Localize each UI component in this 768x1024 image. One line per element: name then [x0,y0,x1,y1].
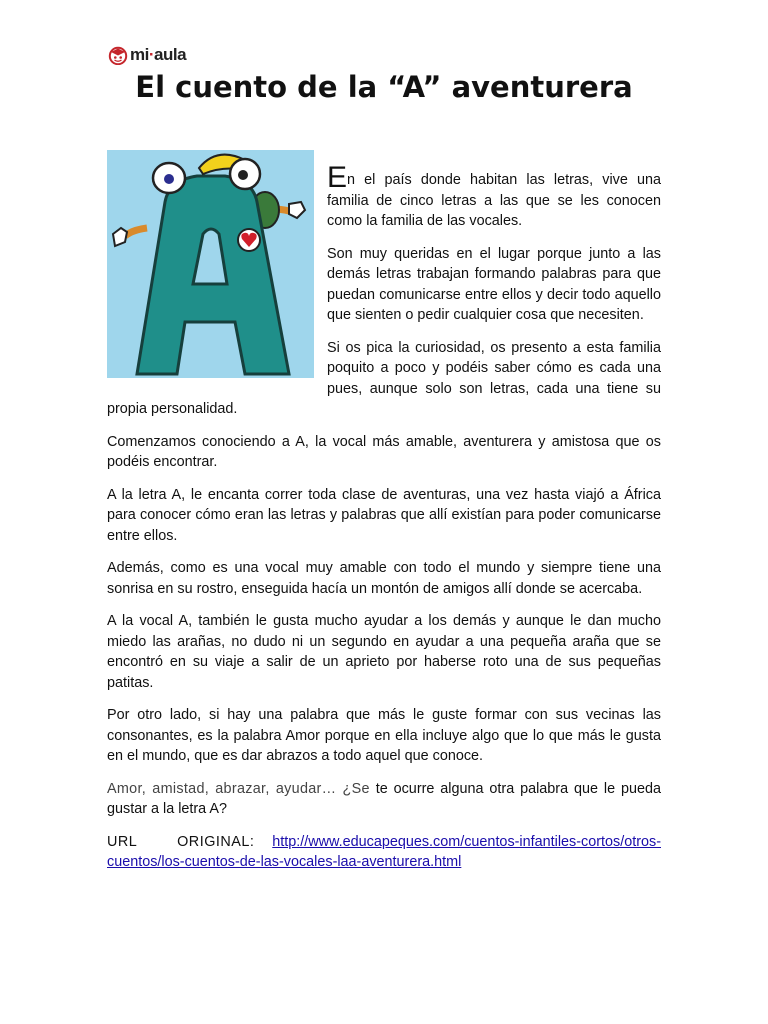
url-label: URL ORIGINAL: [107,833,255,850]
logo [108,44,186,66]
paragraph-7: A la vocal A, también le gusta mucho ayudar a los demás y aunque le dan mucho miedo las arañas, no dudo ni un segundo en ayudar a una pequeña araña que se encontró en su viaje a salir de un aprieto por haberse roto una de sus pequeñas patitas. [107,613,661,691]
paragraph-6: Además, como es una vocal muy amable con todo el mundo y siempre tiene una sonrisa en su rostro, enseguida hacía un montón de amigos allí donde se acercaba. [107,560,661,597]
story-text [107,163,661,885]
drop-cap: E [327,161,348,194]
paragraph-4: Comenzamos conociendo a A, la vocal más amable, aventurera y amistosa que os podéis encontrar. [107,433,661,470]
source-url-line [107,832,661,873]
paragraph-5: A la letra A, le encanta correr toda clase de aventuras, una vez hasta viajó a África para conocer cómo eran las letras y palabras que allí existían para poder comunicarse entre ellos. [107,486,661,544]
paragraph-8: Por otro lado, si hay una palabra que más le guste formar con sus vecinas las consonantes, es la palabra Amor porque en ella incluye algo que lo que más le gusta en el mundo, que es dar abrazos a todo aquel que conoce. [107,707,661,764]
page-title: El cuento de la “A” aventurera [135,70,633,104]
illustration-wrap-spacer [107,163,327,385]
source-url-link[interactable]: http://www.educapeques.com/cuentos-infantiles-cortos/otros-cuentos/los-cuentos-de-las-vocales-laa-aventurera.html [107,833,661,870]
paragraph-9: Amor, amistad, abrazar, ayudar… ¿Se te ocurre alguna otra palabra que le pueda gustar a la letra A? [107,780,661,817]
logo-text: mi·aula [130,45,187,64]
paragraph-3: Si os pica la curiosidad, os presento a esta familia poquito a poco y podéis saber cómo es cada una pues, aunque solo son letras, cada una tiene su propia personalidad. [107,339,661,417]
graduation-cap-icon [108,45,128,65]
paragraph-1: En el país donde habitan las letras, vive una familia de cinco letras a las que se les conocen como la familia de las vocales. [327,161,661,229]
paragraph-2: Son muy queridas en el lugar porque junto a las demás letras trabajan formando palabras para que puedan comunicarse entre ellos y decir todo aquello que sienten o pedir cualquier cosa que necesiten. [327,245,661,323]
